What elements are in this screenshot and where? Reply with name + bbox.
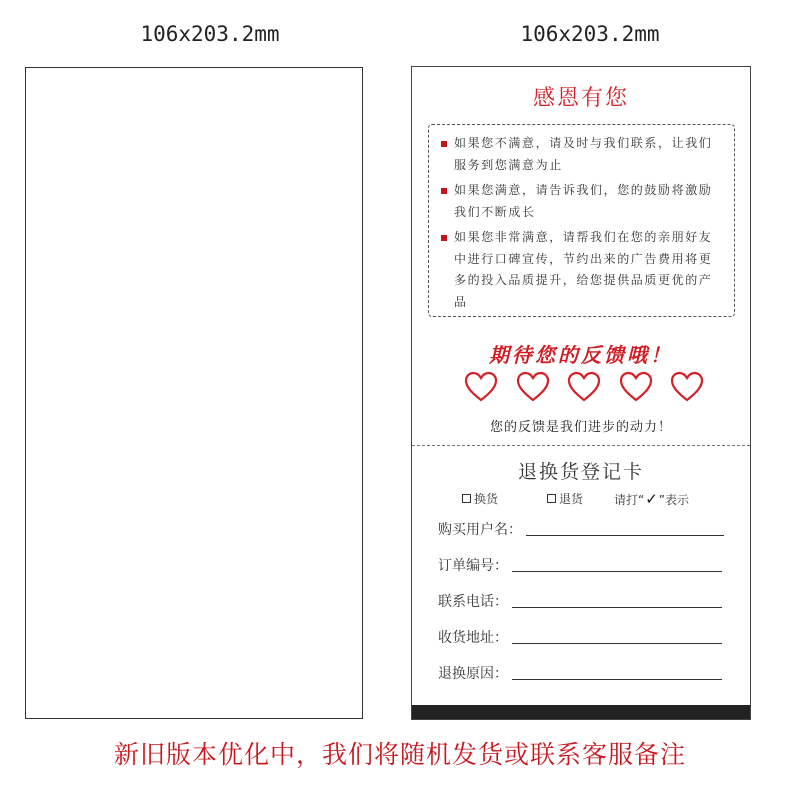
cut-line-divider [412, 445, 750, 446]
field-underline[interactable] [512, 606, 722, 608]
notice-item [441, 180, 724, 223]
notice-text: 如果您非常满意，请帮我们在您的亲朋好友中进行口碑宣传，节约出来的广告费用将更多的投入品质提升，给您提供品质更优的产品 [454, 230, 713, 309]
field-username[interactable] [438, 519, 724, 539]
checkmark-icon: ✓ [645, 490, 658, 508]
side-print-marks [414, 587, 422, 657]
field-label: 退换原因： [438, 666, 508, 682]
option-return[interactable] [547, 490, 583, 507]
field-underline[interactable] [512, 570, 722, 572]
feedback-subtitle: 您的反馈是我们进步的动力！ [489, 420, 672, 435]
field-order-number[interactable] [438, 555, 722, 575]
check-hint [614, 490, 689, 508]
left-size-label: 106x203.2mm [140, 22, 280, 46]
notice-text: 如果您满意，请告诉我们，您的鼓励将激励我们不断成长 [454, 183, 713, 219]
heart-icon[interactable] [516, 371, 550, 403]
heart-icon[interactable] [464, 371, 498, 403]
option-exchange[interactable] [462, 490, 498, 507]
feedback-heading: 期待您的反馈哦！ [489, 343, 673, 367]
heart-icon[interactable] [619, 371, 653, 403]
feedback-card [411, 66, 751, 720]
field-label: 收货地址： [438, 630, 508, 646]
check-hint-prefix: 请打“ [614, 492, 645, 507]
card-title: 感恩有您 [532, 86, 629, 111]
field-phone[interactable] [438, 591, 722, 611]
field-underline[interactable] [512, 642, 722, 644]
option-return-label: 退货 [559, 492, 584, 506]
heart-icon[interactable] [670, 371, 704, 403]
blank-card-back [25, 67, 363, 719]
option-exchange-label: 换货 [474, 492, 499, 506]
field-label: 订单编号： [438, 558, 508, 574]
footer-notice: 新旧版本优化中，我们将随机发货或联系客服备注 [113, 740, 686, 769]
field-label: 购买用户名： [438, 522, 522, 538]
notice-box [428, 124, 735, 317]
notice-item [441, 133, 724, 176]
field-label: 联系电话： [438, 594, 508, 610]
bullet-square-icon [441, 141, 447, 147]
field-address[interactable] [438, 627, 722, 647]
heart-icon[interactable] [567, 371, 601, 403]
notice-item [441, 227, 724, 313]
field-reason[interactable] [438, 663, 722, 683]
exchange-checkbox[interactable] [462, 494, 471, 503]
check-hint-suffix: ”表示 [658, 492, 690, 507]
notice-text: 如果您不满意，请及时与我们联系，让我们服务到您满意为止 [454, 136, 713, 172]
field-underline[interactable] [526, 534, 724, 536]
form-title: 退换货登记卡 [517, 461, 644, 483]
right-size-label: 106x203.2mm [520, 22, 660, 46]
return-checkbox[interactable] [547, 494, 556, 503]
bottom-black-bar [412, 705, 750, 719]
bullet-square-icon [441, 235, 447, 241]
bullet-square-icon [441, 188, 447, 194]
field-underline[interactable] [512, 678, 722, 680]
rating-hearts [464, 371, 704, 403]
